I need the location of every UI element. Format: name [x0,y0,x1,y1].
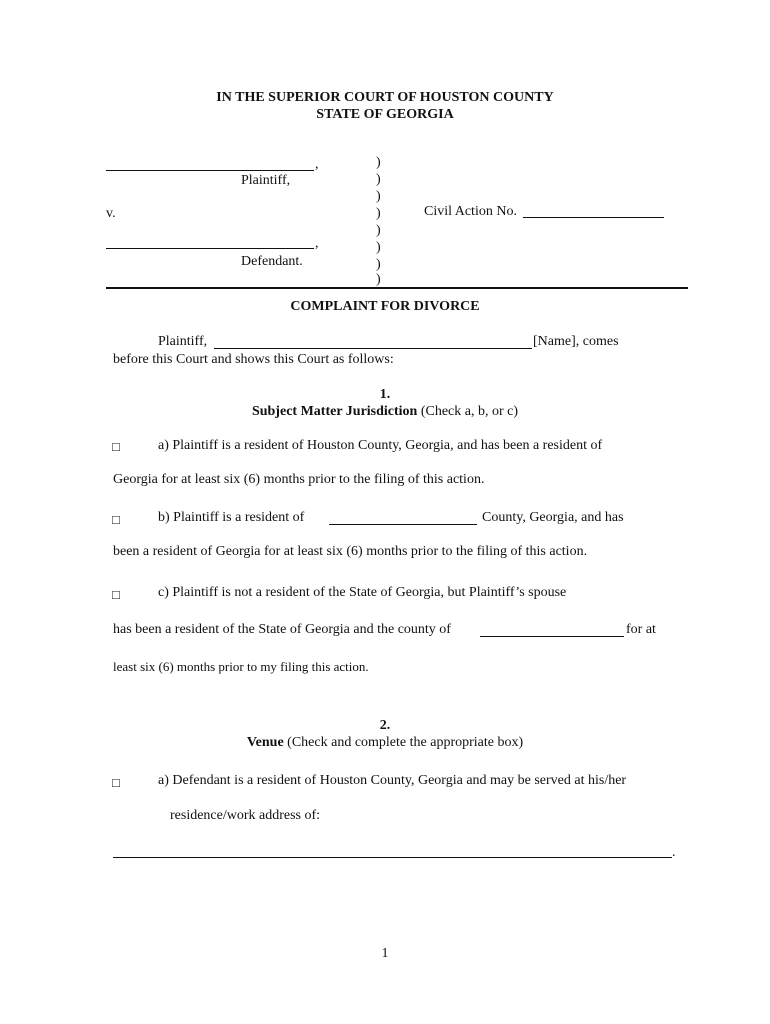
section1-number: 1. [379,387,391,402]
caption-paren: ) [376,172,381,187]
plaintiff-name-line[interactable] [106,170,314,171]
section2-number: 2. [379,718,391,733]
option-1c-line2-suffix: for at [626,622,656,637]
option-1a-line2: Georgia for at least six (6) months prior to the filing of this action. [113,472,485,487]
caption-paren: ) [376,272,381,287]
section2-heading-bold: Venue [246,735,284,750]
section2-heading [0,735,770,751]
caption-paren: ) [376,223,381,238]
section1-heading-rest: (Check a, b, or c) [420,404,519,419]
caption-paren: ) [376,206,381,221]
caption-paren: ) [376,155,381,170]
option-1b-prefix: b) Plaintiff is a resident of [158,510,305,525]
defendant-address-line[interactable] [113,857,672,858]
option-1c-line1: c) Plaintiff is not a resident of the State of Georgia, but Plaintiff’s spouse [158,585,567,600]
checkbox-1c[interactable]: □ [112,587,120,602]
versus-label: v. [106,206,116,221]
state-heading: STATE OF GEORGIA [316,107,454,122]
intro-suffix: [Name], comes [533,334,619,349]
intro-prefix: Plaintiff, [158,334,208,349]
defendant-name-line[interactable] [106,248,314,249]
plaintiff-label: Plaintiff, [241,173,291,188]
defendant-label: Defendant. [241,254,303,269]
document-title: COMPLAINT FOR DIVORCE [290,299,480,314]
caption-paren: ) [376,240,381,255]
page-number: 1 [381,946,389,961]
civil-action-label: Civil Action No. [424,204,517,219]
option-1b-suffix: County, Georgia, and has [482,510,624,525]
checkbox-2a[interactable]: □ [112,775,120,790]
caption-paren: ) [376,189,381,204]
option-2a-line1: a) Defendant is a resident of Houston County, Georgia and may be served at his/her [158,773,627,788]
section2-heading-rest: (Check and complete the appropriate box) [287,735,524,750]
plaintiff-comma: , [315,157,319,172]
checkbox-1a[interactable]: □ [112,439,120,454]
option-1b-line2: been a resident of Georgia for at least six (6) months prior to the filing of this action. [113,544,588,559]
defendant-comma: , [315,236,319,251]
spouse-county-line[interactable] [480,636,624,637]
court-heading: IN THE SUPERIOR COURT OF HOUSTON COUNTY [216,90,554,105]
option-1a-line1: a) Plaintiff is a resident of Houston County, Georgia, and has been a resident of [158,438,603,453]
intro-line2: before this Court and shows this Court as follows: [113,352,394,367]
option-2a-line2: residence/work address of: [170,808,321,823]
caption-divider [106,287,688,289]
plaintiff-intro-name-line[interactable] [214,348,532,349]
checkbox-1b[interactable]: □ [112,512,120,527]
option-1c-line3: least six (6) months prior to my filing this action. [113,659,369,674]
section1-heading [0,404,770,420]
caption-paren: ) [376,257,381,272]
civil-action-number-line[interactable] [523,217,664,218]
plaintiff-county-line[interactable] [329,524,477,525]
address-period: . [672,845,676,860]
option-1c-line2-prefix: has been a resident of the State of Georgia and the county of [113,622,451,637]
section1-heading-bold: Subject Matter Jurisdiction [251,404,418,419]
